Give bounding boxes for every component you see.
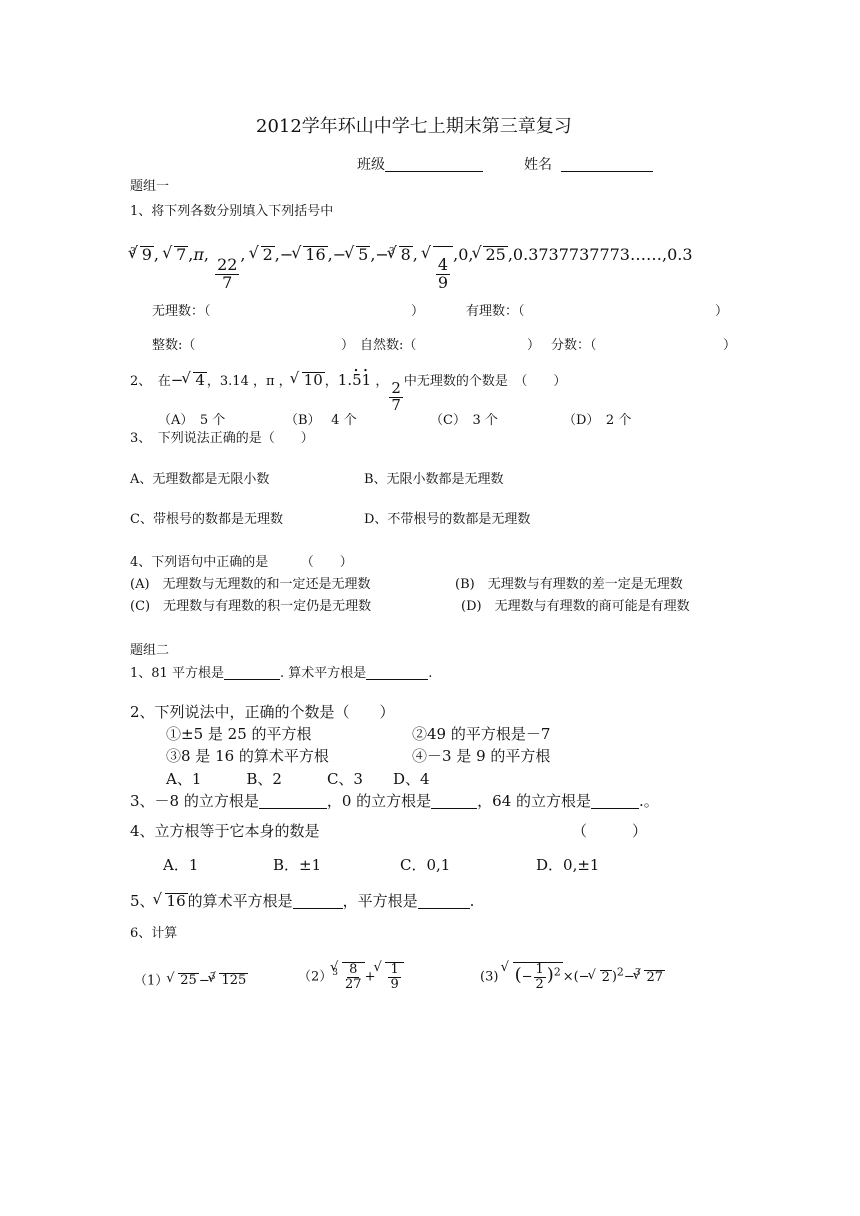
g2-q6-part3: (3) √ (− $\frac{1}{2}$ )$^2$ ×(−√ 2 )$^2$−$^3$√ 27 (480, 962, 665, 991)
fraction-label: 分数：（ (551, 338, 597, 353)
g1-q2: 2、 在−√ 4 ，3.14 ，π ，√ 10 ，1.5 .1 . ， $\frac{2}{7}$ 中无理数的个数是 （ ） (130, 372, 566, 414)
g1-q3-option-c: C、带根号的数都是无理数 (130, 512, 283, 527)
rational-close: ） (715, 304, 729, 319)
g2-q4-option-b: B．±1 (273, 856, 322, 874)
g2-q4-option-a: A．1 (163, 856, 199, 874)
g1-q4-option-d: (D) 无理数与有理数的商可能是有理数 (461, 599, 690, 614)
g1-q2-items: ，3.14 ，π ， (206, 374, 292, 389)
g2-q4-option-c: C．0,1 (400, 856, 451, 874)
g1-q4-option-b: (B) 无理数与有理数的差一定是无理数 (455, 577, 683, 592)
g2-q3-d: .。 (639, 792, 659, 810)
g2-q2-options: A、1 B、2 C、3 D、4 (166, 770, 430, 788)
g2-q3-b: ，0 的立方根是 (326, 792, 432, 810)
natural-close: ） (527, 338, 541, 353)
g2-q3-a: 3、－8 的立方根是 (130, 792, 259, 810)
g2-q3 (130, 794, 659, 809)
g2-q5-blank1[interactable] (293, 894, 343, 909)
g2-q1-b: . 算术平方根是 (279, 666, 367, 681)
name-blank[interactable] (561, 157, 653, 172)
g1-q4-option-c: (C) 无理数与有理数的积一定仍是无理数 (130, 599, 372, 614)
irrational-close: ） (411, 304, 425, 319)
g1-q1-numbers-tail: 0.3737737773……,0.3 (512, 245, 693, 264)
g2-q5-blank2[interactable] (418, 894, 470, 909)
g2-q3-c: ，64 的立方根是 (477, 792, 592, 810)
irrational-label: 无理数：（ (152, 304, 211, 319)
g2-q6-part1: （1）√ 25 −$^3$√ 125 (134, 973, 248, 987)
g1-q2-option-a: （A） 5 个 (158, 413, 226, 428)
class-field (357, 157, 483, 172)
name-label: 姓名 (524, 157, 552, 173)
rational-label: 有理数：（ (466, 304, 525, 319)
g2-q4-prompt: 4、立方根等于它本身的数是 (130, 822, 320, 840)
g2-q6-part2: $(2)^3$ √ $\frac{8}{27}$ + √ $\frac{1}{9}$ (298, 962, 404, 991)
g1-q1-prompt: 1、将下列各数分别填入下列括号中 (130, 204, 334, 219)
g2-q3-blank2[interactable] (431, 794, 477, 809)
g2-q1 (130, 665, 432, 680)
g2-q6-p1-label: （1） (134, 973, 169, 989)
g1-q3-prompt: 3、 下列说法正确的是（ ） (130, 431, 314, 446)
g1-q4-prompt: 4、下列语句中正确的是 （ ） (130, 555, 353, 570)
class-label: 班级 (357, 157, 385, 173)
g1-q3-option-a: A、无理数都是无限小数 (130, 472, 270, 487)
g2-q2-s3: ③8 是 16 的算术平方根 (166, 747, 329, 765)
group1-heading: 题组一 (130, 179, 170, 194)
g2-q6-p2-label: （2） (298, 969, 333, 985)
g2-q6-p3-label: (3) (480, 969, 499, 985)
g2-q2-s2: ②49 的平方根是－7 (412, 725, 551, 743)
g1-q2-option-d: （D） 2 个 (563, 413, 632, 428)
g1-q2-prefix: 2、 在 (130, 374, 171, 389)
g2-q5-c: ，平方根是 (342, 892, 418, 910)
g2-q1-c: . (428, 666, 433, 681)
integer-close: ） (341, 338, 355, 353)
name-field (524, 157, 653, 172)
g2-q5-b: 的算术平方根是 (187, 892, 293, 910)
g1-q2-option-b: （B） 4 个 (285, 413, 357, 428)
g1-q3-option-b: B、无限小数都是无理数 (364, 472, 504, 487)
g2-q1-blank1[interactable] (224, 665, 280, 680)
g2-q5-d: . (469, 892, 475, 910)
g1-q1-number-list: $^3$√ 9 , √ 7 ,π, $\frac{22}{7}$ , √ 2 ,−√ 16 ,−√ 5 ,−$^3$√ 8 , √ $\frac{4}{9}$ ,0,√ 25 ,0.3737737773……,0.3 (130, 246, 693, 292)
g1-q2-option-c: （C） 3 个 (430, 413, 498, 428)
g2-q1-a: 1、81 平方根是 (130, 666, 224, 681)
page-title: 2012学年环山中学七上期末第三章复习 (256, 116, 572, 137)
natural-label: 自然数:（ (360, 338, 417, 353)
g1-q4-option-a: (A) 无理数与无理数的和一定还是无理数 (130, 577, 371, 592)
g2-q4-option-d: D．0,±1 (536, 856, 600, 874)
group2-heading: 题组二 (130, 643, 170, 658)
g2-q5-a: 5、 (130, 892, 155, 910)
g2-q3-blank3[interactable] (591, 794, 639, 809)
g2-q2-s4: ④－3 是 9 的平方根 (412, 747, 551, 765)
g2-q3-blank1[interactable] (259, 794, 327, 809)
g1-q3-option-d: D、不带根号的数都是无理数 (364, 512, 531, 527)
g2-q6-prompt: 6、计算 (130, 926, 178, 941)
g1-q2-suffix: 中无理数的个数是 （ ） (403, 374, 567, 389)
g2-q2-prompt: 2、下列说法中，正确的个数是（ ） (130, 703, 395, 721)
g2-q5: 5、√ 16 的算术平方根是 ，平方根是 . (130, 893, 474, 909)
fraction-close: ） (723, 338, 737, 353)
g2-q2-s1: ①±5 是 25 的平方根 (166, 725, 312, 743)
g2-q1-blank2[interactable] (366, 665, 428, 680)
g2-q4-paren: （ ） (572, 822, 648, 840)
integer-label: 整数:（ (152, 338, 196, 353)
class-blank[interactable] (385, 157, 483, 172)
